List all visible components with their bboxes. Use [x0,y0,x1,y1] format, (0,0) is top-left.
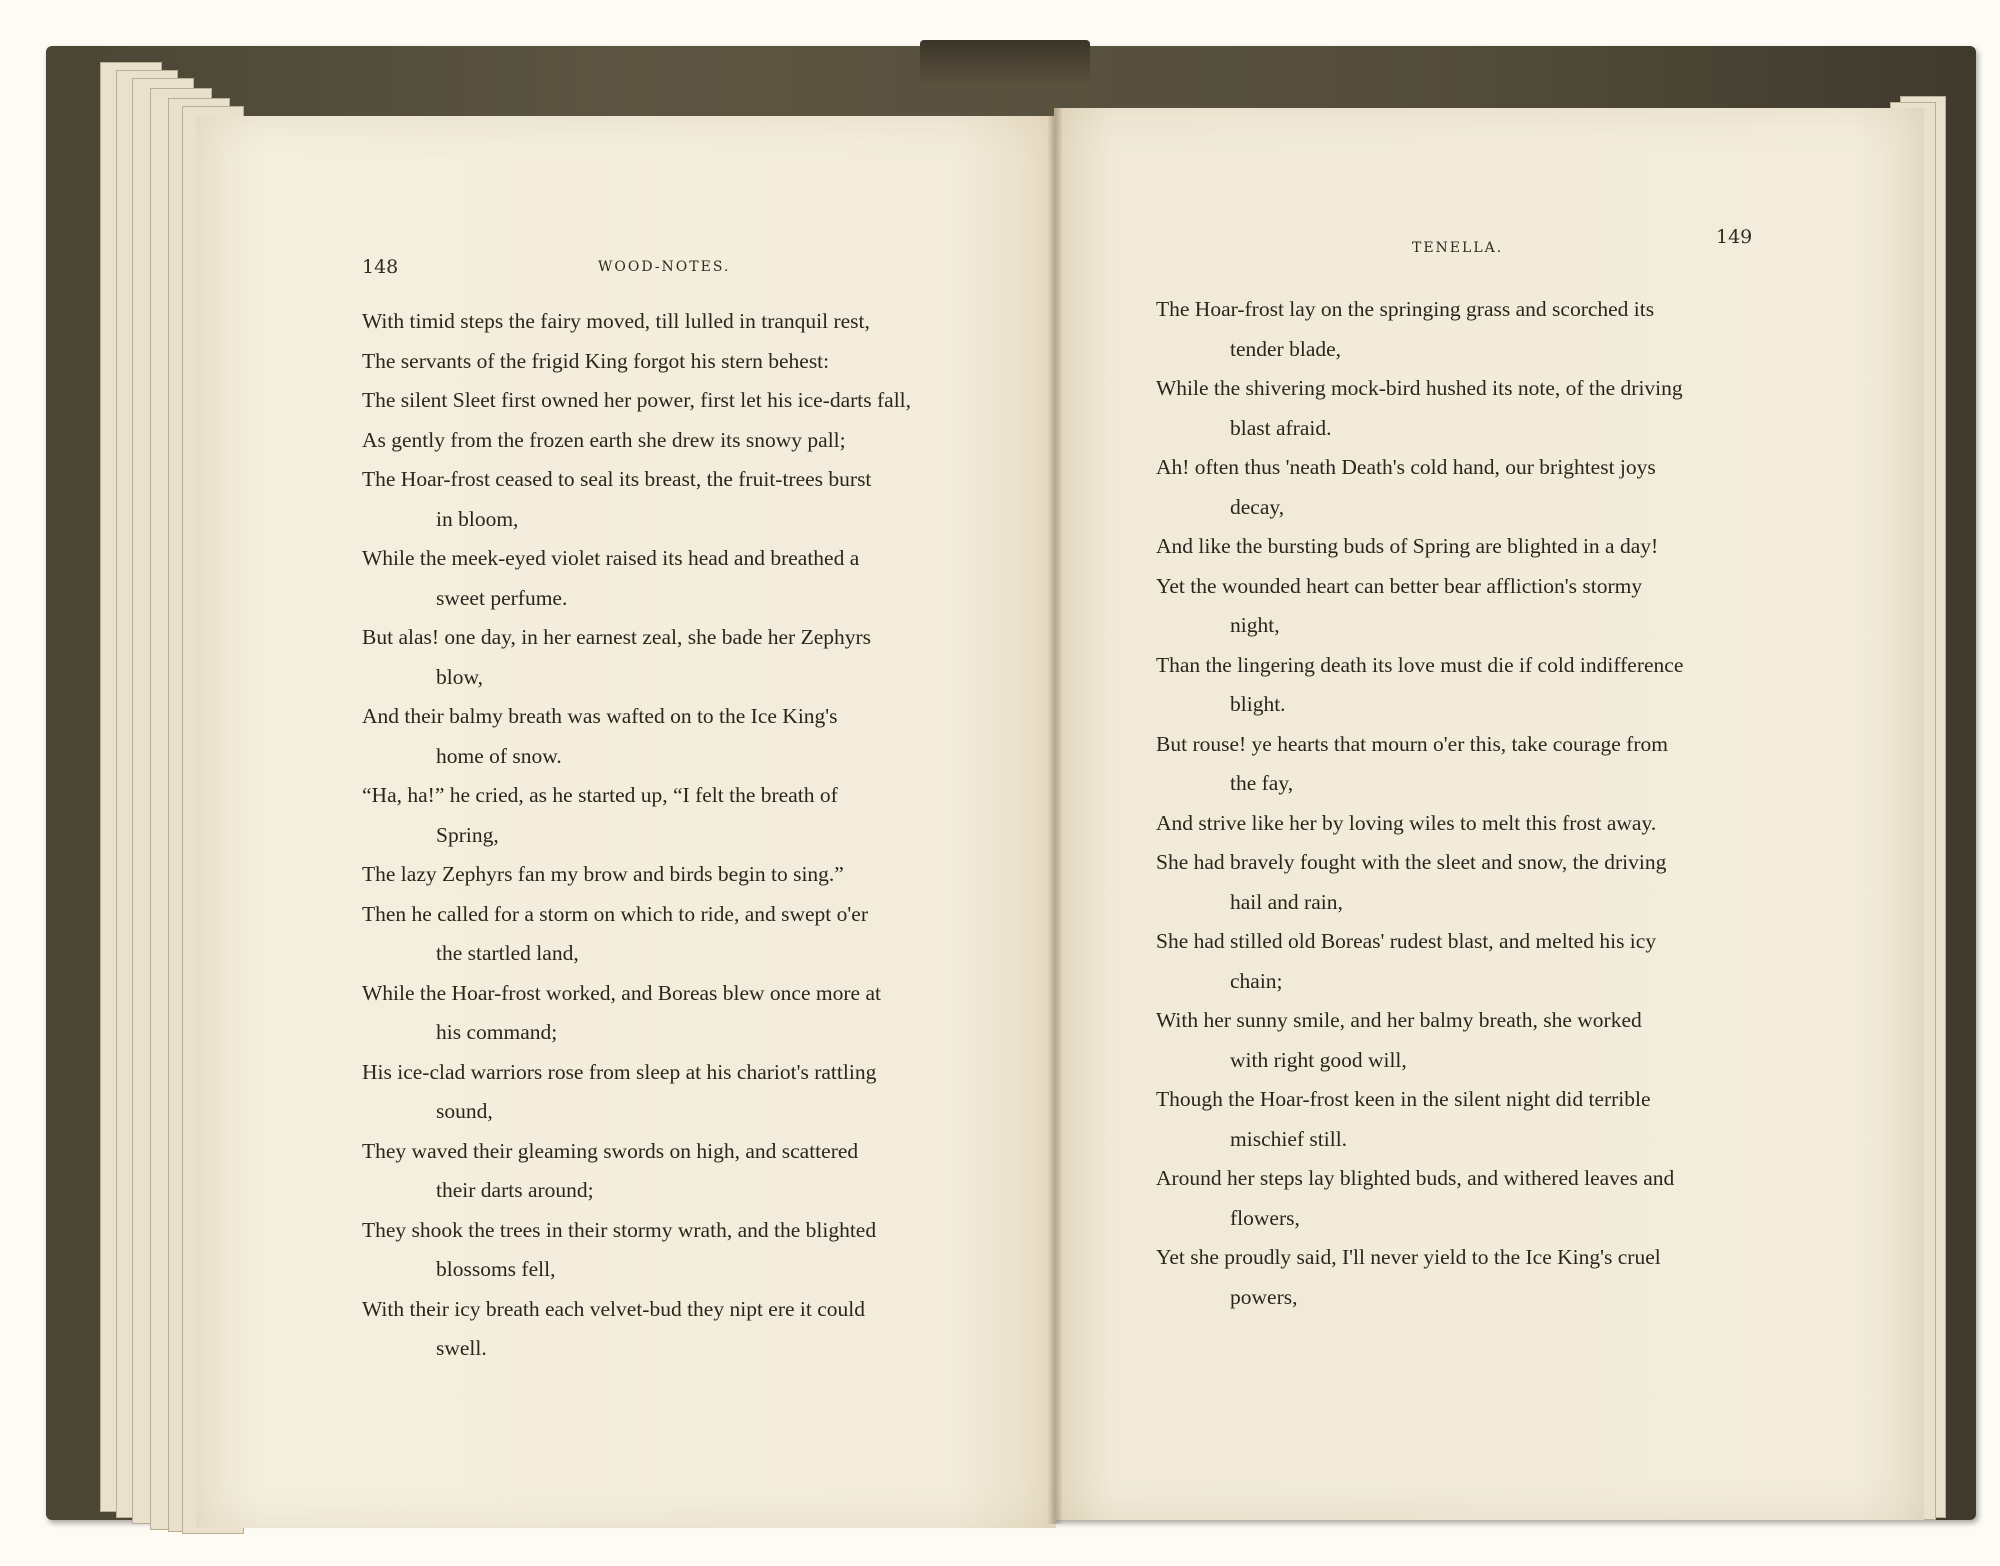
text-line: chain; [1230,968,1283,993]
book-spine [920,40,1090,88]
text-line: Around her steps lay blighted buds, and withered leaves and [1156,1166,1675,1190]
text-line: His ice-clad warriors rose from sleep at his chariot's rattling [362,1059,877,1084]
text-line: sound, [436,1099,493,1123]
text-line: While the meek-eyed violet raised its head and breathed a [362,546,860,570]
text-line: The servants of the frigid King forgot his stern behest: [362,348,830,373]
text-line: With their icy breath each velvet-bud they nipt ere it could [362,1296,866,1321]
text-line: The silent Sleet first owned her power, first let his ice-darts fall, [362,388,912,412]
text-line: While the Hoar-frost worked, and Boreas blew once more at [362,980,881,1005]
text-line: Spring, [436,822,499,847]
right-running-title: TENELLA. [1412,240,1504,256]
text-line: Then he called for a storm on which to ride, and swept o'er [362,901,868,926]
text-line: “Ha, ha!” he cried, as he started up, “I felt the breath of [362,783,838,807]
left-running-title: WOOD-NOTES. [598,259,731,275]
text-line: decay, [1230,494,1285,519]
left-page-number: 148 [362,256,399,278]
text-line: Than the lingering death its love must die if cold indifference [1156,652,1684,677]
text-line: And like the bursting buds of Spring are blighted in a day! [1156,534,1659,558]
text-line: Yet she proudly said, I'll never yield to the Ice King's cruel [1156,1245,1661,1269]
text-line: tender blade, [1230,336,1342,361]
text-line: his command; [436,1020,558,1044]
text-line: The Hoar-frost ceased to seal its breast, the fruit-trees burst [362,467,872,491]
text-line: And strive like her by loving wiles to melt this frost away. [1156,810,1657,835]
text-line: night, [1230,613,1280,637]
gutter-shadow [1048,104,1062,1524]
text-line: And their balmy breath was wafted on to the Ice King's [362,704,838,728]
text-line: blow, [436,664,483,689]
text-line: the fay, [1230,771,1294,795]
text-line: They shook the trees in their stormy wrath, and the blighted [362,1217,877,1242]
text-line: blight. [1230,692,1286,716]
text-line: flowers, [1230,1205,1300,1230]
text-line: mischief still. [1230,1126,1348,1151]
text-line: The Hoar-frost lay on the springing grass and scorched its [1156,297,1655,321]
text-line: powers, [1230,1284,1298,1309]
text-line: Yet the wounded heart can better bear affliction's stormy [1156,573,1643,598]
left-page-text [362,302,911,1369]
text-line: While the shivering mock-bird hushed its note, of the driving [1156,376,1683,400]
text-line: blossoms fell, [436,1257,556,1281]
text-line: They waved their gleaming swords on high, and scattered [362,1138,859,1163]
text-line: their darts around; [436,1178,594,1202]
text-line: hail and rain, [1230,889,1343,914]
right-page-number: 149 [1716,226,1753,248]
text-line: the startled land, [436,941,579,965]
right-page-text [1156,290,1683,1317]
text-line: With her sunny smile, and her balmy breath, she worked [1156,1008,1642,1032]
text-line: With timid steps the fairy moved, till lulled in tranquil rest, [362,309,870,333]
text-line: But alas! one day, in her earnest zeal, she bade her Zephyrs [362,625,872,649]
text-line: home of snow. [436,743,562,768]
text-line: She had bravely fought with the sleet and snow, the driving [1156,850,1667,874]
text-line: sweet perfume. [436,585,568,610]
text-line: The lazy Zephyrs fan my brow and birds begin to sing.” [362,862,844,886]
text-line: swell. [436,1336,487,1360]
text-line: But rouse! ye hearts that mourn o'er this, take courage from [1156,731,1668,756]
text-line: Though the Hoar-frost keen in the silent night did terrible [1156,1087,1651,1111]
text-line: She had stilled old Boreas' rudest blast, and melted his icy [1156,929,1657,953]
text-line: As gently from the frozen earth she drew its snowy pall; [362,427,846,452]
text-line: Ah! often thus 'neath Death's cold hand, our brightest joys [1156,455,1656,479]
text-line: with right good will, [1230,1047,1407,1072]
text-line: blast afraid. [1230,415,1332,440]
text-line: in bloom, [436,506,519,531]
